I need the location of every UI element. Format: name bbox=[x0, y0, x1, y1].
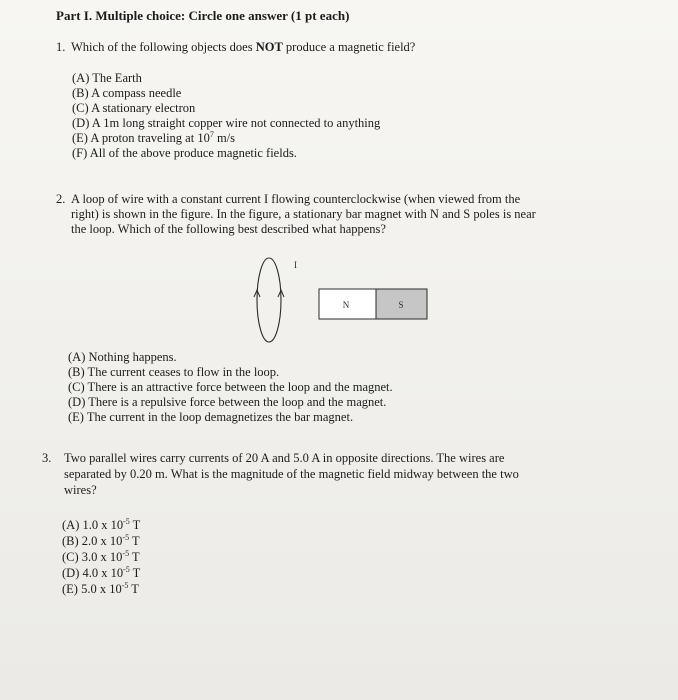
q1-stem-emph: NOT bbox=[255, 40, 283, 54]
q3-number: 3. bbox=[42, 451, 52, 465]
q2-option-e[interactable]: (E) The current in the loop demagnetizes the bar magnet. bbox=[68, 410, 354, 424]
q2-option-a[interactable]: (A) Nothing happens. bbox=[68, 350, 177, 364]
q3-option-c-text: (C) 3.0 x 10 bbox=[62, 550, 123, 564]
q1-stem-pre: Which of the following objects does bbox=[71, 40, 256, 54]
q2-stem-line-2: right) is shown in the figure. In the figure, a stationary bar magnet with N and S poles is near bbox=[71, 207, 536, 221]
q3-option-a-text: (A) 1.0 x 10 bbox=[62, 518, 124, 532]
q3-option-e-exponent: -5 bbox=[121, 580, 129, 590]
q1-stem-post: produce a magnetic field? bbox=[282, 40, 416, 54]
q2-stem-line-1: A loop of wire with a constant current I flowing counterclockwise (when viewed from the bbox=[71, 192, 521, 206]
q3-option-a-unit: T bbox=[129, 518, 141, 532]
q1-number: 1. bbox=[56, 40, 66, 54]
q3-option-b-unit: T bbox=[129, 534, 140, 548]
q2-number: 2. bbox=[56, 192, 66, 206]
q3-option-c-unit: T bbox=[129, 550, 140, 564]
magnet-south-label: S bbox=[398, 300, 404, 310]
q2-figure bbox=[250, 252, 450, 348]
q1-stem bbox=[71, 40, 415, 55]
q2-option-d[interactable]: (D) There is a repulsive force between the loop and the magnet. bbox=[68, 395, 387, 409]
q3-option-c-exponent: -5 bbox=[122, 548, 130, 558]
q1-option-e[interactable] bbox=[72, 131, 235, 146]
q1-option-f[interactable]: (F) All of the above produce magnetic fields. bbox=[72, 146, 297, 160]
wire-loop bbox=[257, 258, 281, 342]
q2-option-c[interactable]: (C) There is an attractive force between the loop and the magnet. bbox=[68, 380, 393, 394]
q3-option-a-exponent: -5 bbox=[123, 516, 130, 526]
q3-option-d-unit: T bbox=[129, 566, 141, 580]
q1-option-e-unit: m/s bbox=[213, 131, 236, 145]
q3-option-e-text: (E) 5.0 x 10 bbox=[62, 582, 122, 596]
q3-option-d[interactable] bbox=[62, 566, 140, 581]
q3-option-b-text: (B) 2.0 x 10 bbox=[62, 534, 123, 548]
q3-option-b[interactable] bbox=[62, 534, 140, 549]
q3-stem-line-2: separated by 0.20 m. What is the magnitude of the magnetic field midway between the two bbox=[64, 467, 519, 481]
q1-option-e-exponent: 7 bbox=[209, 129, 214, 139]
q3-option-b-exponent: -5 bbox=[122, 532, 130, 542]
part-heading: Part I. Multiple choice: Circle one answer (1 pt each) bbox=[56, 8, 350, 23]
q3-stem-line-1: Two parallel wires carry currents of 20 A and 5.0 A in opposite directions. The wires are bbox=[64, 451, 505, 465]
q1-option-b[interactable]: (B) A compass needle bbox=[72, 86, 182, 100]
q1-option-c[interactable]: (C) A stationary electron bbox=[72, 101, 196, 115]
q3-option-a[interactable] bbox=[62, 518, 140, 533]
q3-option-c[interactable] bbox=[62, 550, 140, 565]
q2-option-b[interactable]: (B) The current ceases to flow in the loop. bbox=[68, 365, 280, 379]
q1-option-e-text: (E) A proton traveling at 10 bbox=[72, 131, 210, 145]
magnet-north-label: N bbox=[342, 300, 350, 310]
current-label: I bbox=[294, 260, 297, 270]
q3-stem-line-3: wires? bbox=[64, 483, 97, 497]
q3-option-d-exponent: -5 bbox=[123, 564, 130, 574]
q1-option-a[interactable]: (A) The Earth bbox=[72, 71, 142, 85]
q1-option-d[interactable]: (D) A 1m long straight copper wire not connected to anything bbox=[72, 116, 381, 130]
q3-option-e[interactable] bbox=[62, 582, 139, 597]
q3-option-e-unit: T bbox=[128, 582, 139, 596]
q2-stem-line-3: the loop. Which of the following best described what happens? bbox=[71, 222, 386, 236]
q3-option-d-text: (D) 4.0 x 10 bbox=[62, 566, 124, 580]
